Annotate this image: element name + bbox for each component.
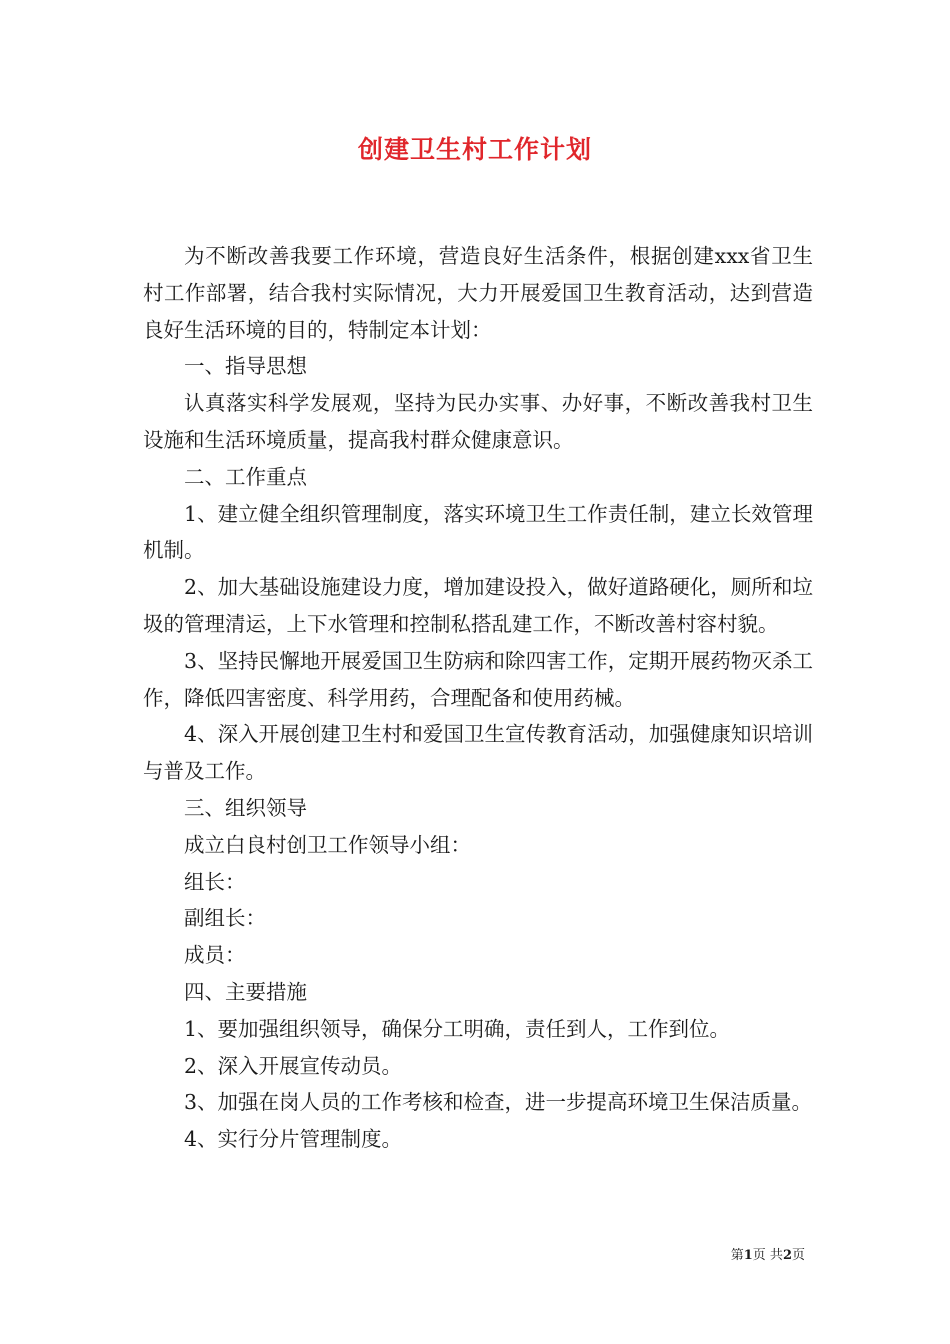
footer-middle: 页 共 <box>752 1248 783 1263</box>
guiding-ideology-paragraph: 认真落实科学发展观，坚持为民办实事、办好事，不断改善我村卫生设施和生活环境质量，提高我村群众健康意识。 <box>143 391 813 452</box>
measure-item-2: 2、深入开展宣传动员。 <box>184 1053 403 1078</box>
organization-leader: 组长： <box>184 869 246 894</box>
section-heading-work-focus: 二、工作重点 <box>184 464 307 489</box>
document-body <box>143 238 813 1158</box>
measure-item-3: 3、加强在岗人员的工作考核和检查，进一步提高环境卫生保洁质量。 <box>184 1090 813 1115</box>
organization-deputy-leader: 副组长： <box>184 906 266 931</box>
measure-item-1: 1、要加强组织领导，确保分工明确，责任到人，工作到位。 <box>184 1016 731 1041</box>
work-focus-item-3: 3、坚持民懈地开展爱国卫生防病和除四害工作，定期开展药物灭杀工作，降低四害密度、科学用药，合理配备和使用药械。 <box>143 648 813 710</box>
footer-total-pages: 2 <box>782 1248 792 1263</box>
section-heading-organization: 三、组织领导 <box>184 795 307 820</box>
intro-paragraph: 为不断改善我要工作环境，营造良好生活条件，根据创建xxx省卫生村工作部署，结合我村实际情况，大力开展爱国卫生教育活动，达到营造良好生活环境的目的，特制定本计划： <box>143 244 813 342</box>
footer-prefix: 第 <box>730 1248 744 1263</box>
section-heading-guiding-ideology: 一、指导思想 <box>184 354 307 379</box>
page-number-footer <box>731 1247 805 1265</box>
work-focus-item-1: 1、建立健全组织管理制度，落实环境卫生工作责任制，建立长效管理机制。 <box>143 501 813 563</box>
work-focus-item-2: 2、加大基础设施建设力度，增加建设投入，做好道路硬化，厕所和垃圾的管理清运，上下水管理和控制私搭乱建工作，不断改善村容村貌。 <box>143 575 813 636</box>
measure-item-4: 4、实行分片管理制度。 <box>184 1127 403 1152</box>
document-title: 创建卫生村工作计划 <box>357 135 592 164</box>
footer-suffix: 页 <box>791 1248 805 1263</box>
organization-paragraph: 成立白良村创卫工作领导小组： <box>184 832 471 857</box>
work-focus-item-4: 4、深入开展创建卫生村和爱国卫生宣传教育活动，加强健康知识培训与普及工作。 <box>143 722 813 784</box>
footer-current-page: 1 <box>743 1248 753 1263</box>
organization-members: 成员： <box>184 943 246 968</box>
section-heading-main-measures: 四、主要措施 <box>184 979 307 1004</box>
